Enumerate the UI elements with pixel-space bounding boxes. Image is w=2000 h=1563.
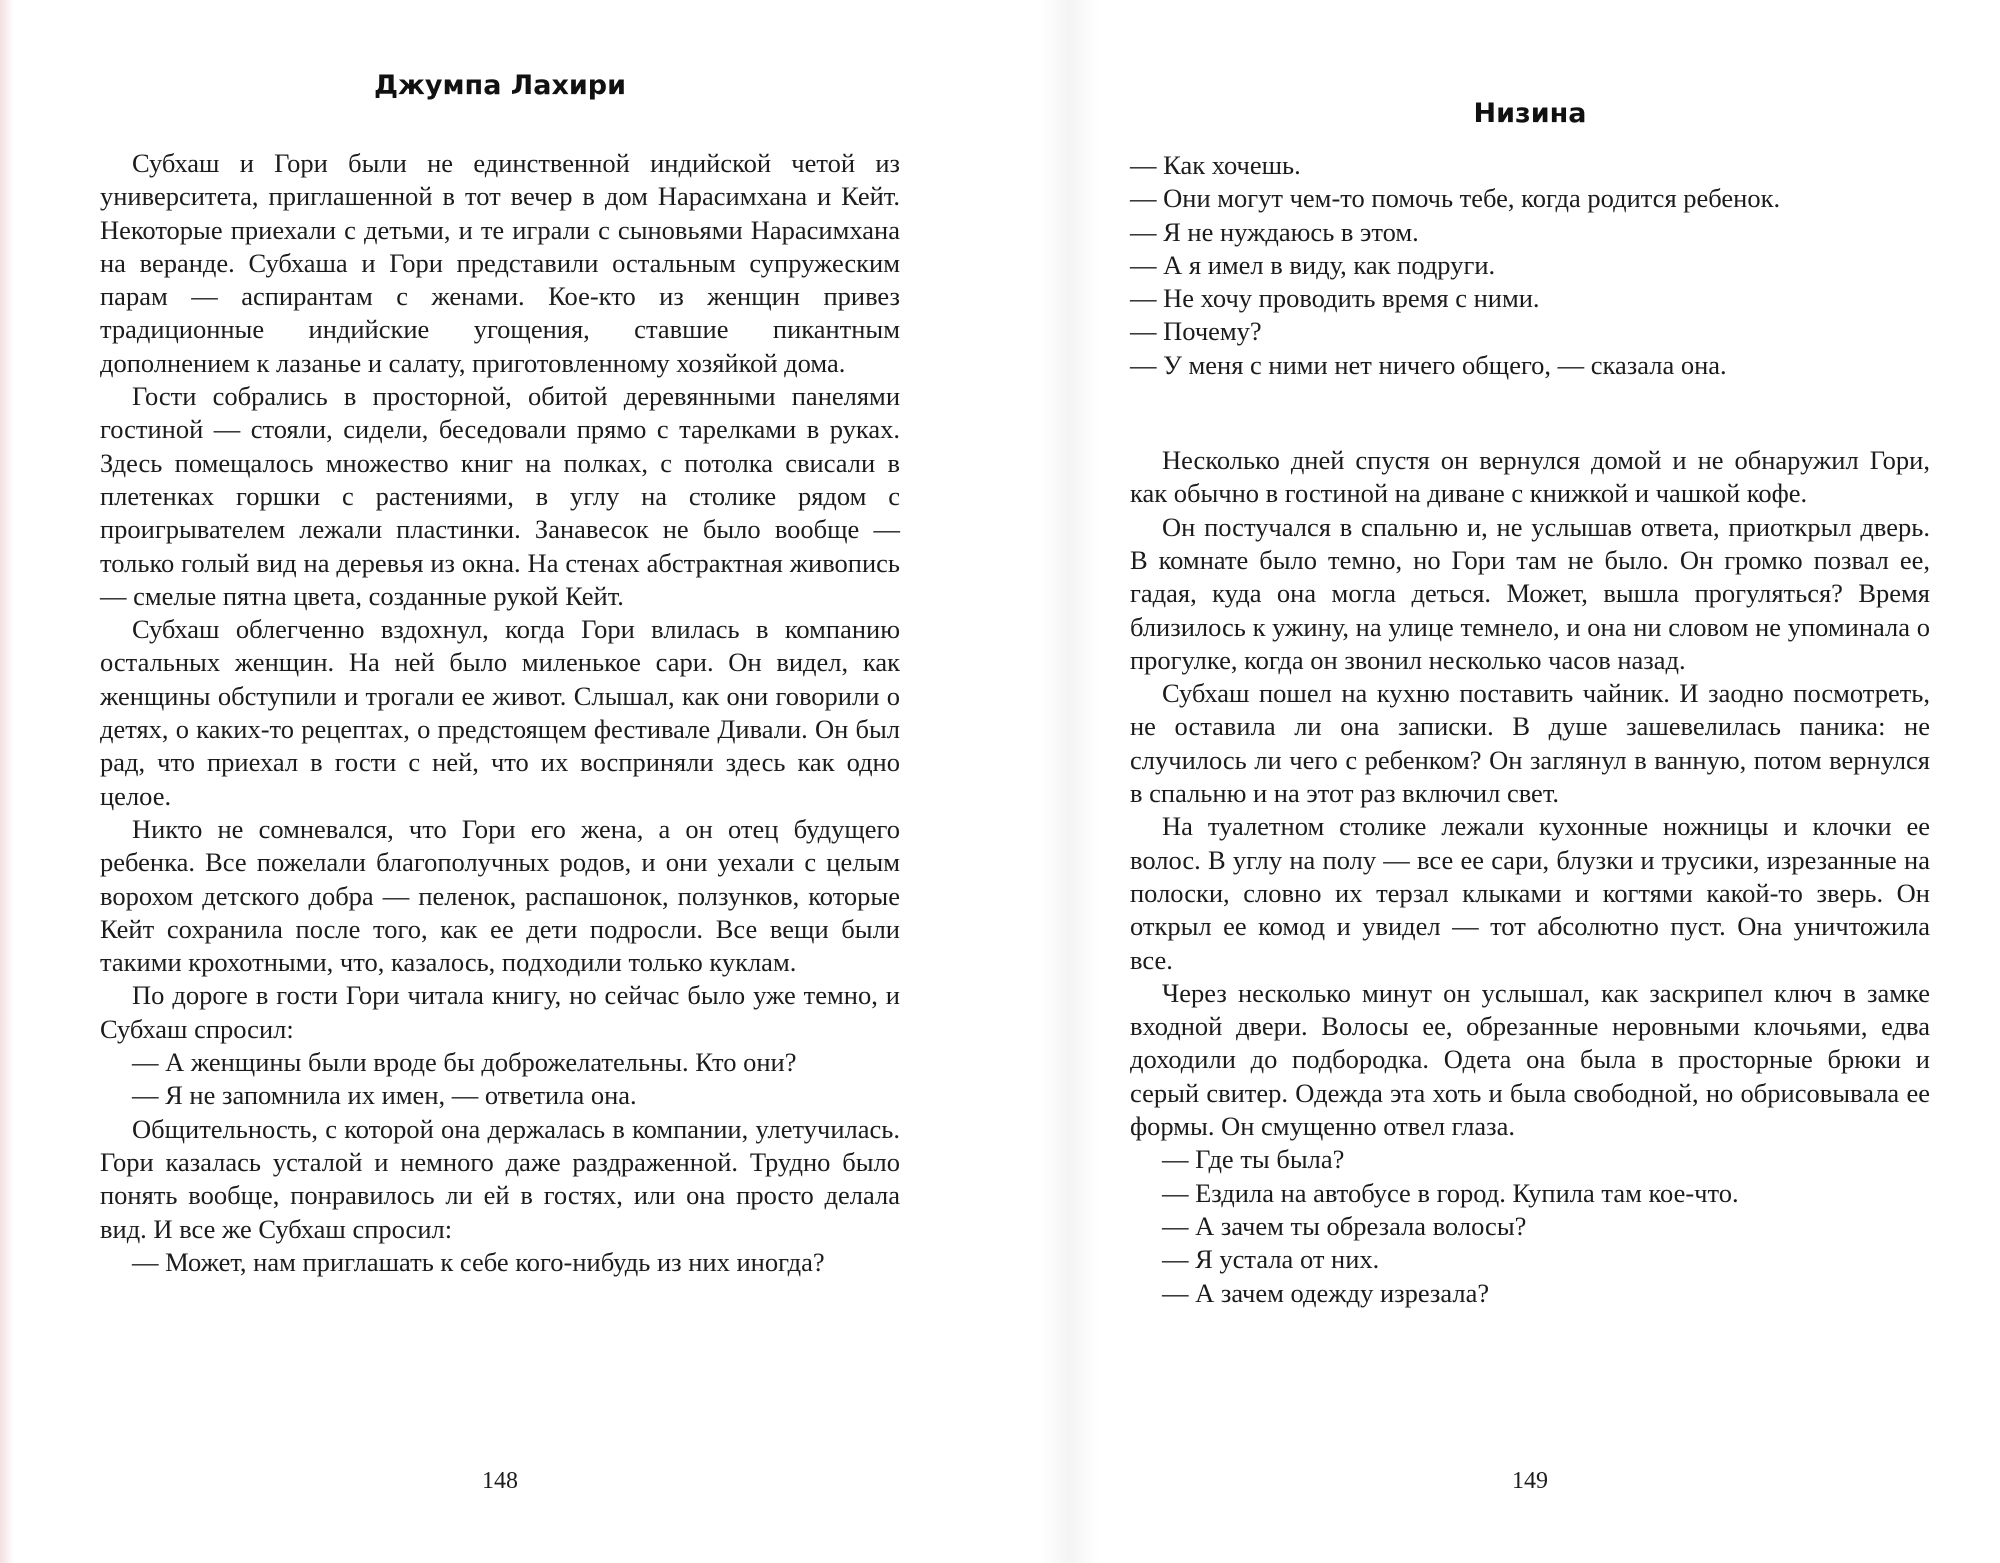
dialogue-line: — Они могут чем-то помочь тебе, когда родится ребенок. [1130, 183, 1781, 214]
right-page-body [1130, 149, 1930, 1310]
dialogue-line: — Как хочешь. [1130, 150, 1301, 180]
paragraph: Он постучался в спальню и, не услышав ответа, приоткрыл дверь. В комнате было темно, но Гори там не было. Он громко позвал ее, гадая, куда она могла деться. Может, вышла прогуляться? Время близилось к ужину, на улице темнело, и она ни словом не упоминала о прогулке, когда он звонил несколько часов назад. [1130, 511, 1930, 675]
dialogue-line: — Я устала от них. [1162, 1244, 1380, 1275]
dialogue-line: — Почему? [1130, 316, 1262, 347]
paragraph: Субхаш пошел на кухню поставить чайник. И заодно посмотреть, не оставила ли она записки. В душе зашевелилась паника: не случилось ли чего с ребенком? Он заглянул в ванную, потом вернулся в спальню и на этот раз включил свет. [1130, 678, 1930, 809]
right-page [1130, 0, 1930, 1563]
dialogue-line: — Я не запомнила их имен, — ответила она. [132, 1080, 637, 1111]
dialogue-line: — Я не нуждаюсь в этом. [1130, 216, 1419, 247]
dialogue-line: — Может, нам приглашать к себе кого-нибудь из них иногда? [132, 1246, 825, 1277]
dialogue-line: — А я имел в виду, как подруги. [1130, 249, 1496, 280]
book-gutter [1040, 0, 1100, 1563]
page-number: 149 [1512, 1468, 1548, 1494]
paragraph: Несколько дней спустя он вернулся домой и не обнаружил Гори, как обычно в гостиной на диване с книжкой и чашкой кофе. [1130, 445, 1930, 509]
paragraph: На туалетном столике лежали кухонные ножницы и клочки ее волос. В углу на полу — все ее сари, блузки и трусики, изрезанные на полоски, словно их терзал клыками и когтями какой-то зверь. Он открыл ее комод и увидел — тот абсолютно пуст. Она уничтожила все. [1130, 811, 1930, 975]
left-page [100, 0, 900, 1563]
paragraph: По дороге в гости Гори читала книгу, но сейчас было уже темно, и Субхаш спросил: [100, 980, 900, 1044]
paragraph: Гости собрались в просторной, обитой деревянными панелями гостиной — стояли, сидели, беседовали прямо с тарелками в руках. Здесь помещалось множество книг на полках, с потолка свисали в плетенках горшки с растениями, в углу на столике рядом с проигрывателем лежали пластинки. Занавесок не было вообще — только голый вид на деревья из окна. На стенах абстрактная живопись — смелые пятна цвета, созданные рукой Кейт. [100, 381, 900, 611]
dialogue-line: — Не хочу проводить время с ними. [1130, 283, 1540, 314]
section-break [1130, 382, 1930, 444]
dialogue-line: — У меня с ними нет ничего общего, — сказала она. [1130, 349, 1727, 380]
running-head-title: Низина [1473, 98, 1587, 129]
left-page-body [100, 147, 900, 1279]
paragraph: Никто не сомневался, что Гори его жена, а он отец будущего ребенка. Все пожелали благополучных родов, и они уехали с целым ворохом детского добра — пеленок, распашонок, ползунков, которые Кейт сохранила после того, как ее дети подросли. Все вещи были такими крохотными, что, казалось, подходили только куклам. [100, 813, 900, 978]
paragraph: Общительность, с которой она держалась в компании, улетучилась. Гори казалась усталой и немного даже раздраженной. Трудно было понять вообще, понравилось ли ей в гостях, или она просто делала вид. И все же Субхаш спросил: [100, 1113, 900, 1244]
dialogue-line: — А зачем одежду изрезала? [1162, 1277, 1490, 1308]
dialogue-line: — А зачем ты обрезала волосы? [1162, 1210, 1527, 1241]
running-head-author: Джумпа Лахири [373, 70, 627, 101]
dialogue-line: — Где ты была? [1162, 1144, 1345, 1175]
paragraph: Субхаш и Гори были не единственной индийской четой из университета, приглашенной в тот вечер в дом Нарасимхана и Кейт. Некоторые приехали с детьми, и те играли с сыновьями Нарасимхана на веранде. Субхаша и Гори представили остальным супружеским парам — аспирантам с женами. Кое-кто из женщин привез традиционные индийские угощения, ставшие пикантным дополнением к лазанье и салату, приготовленному хозяйкой дома. [100, 148, 900, 378]
paragraph: Через несколько минут он услышал, как заскрипел ключ в замке входной двери. Волосы ее, обрезанные неровными клочьями, едва доходили до подбородка. Одета она была в просторные брюки и серый свитер. Одежда эта хоть и была свободной, но обрисовывала ее формы. Он смущенно отвел глаза. [1130, 977, 1930, 1142]
page-number: 148 [482, 1468, 518, 1494]
dialogue-line: — А женщины были вроде бы доброжелательны. Кто они? [132, 1047, 797, 1078]
paragraph: Субхаш облегченно вздохнул, когда Гори влилась в компанию остальных женщин. На ней было миленькое сари. Он видел, как женщины обступили и трогали ее живот. Слышал, как они говорили о детях, о каких-то рецептах, о предстоящем фестивале Дивали. Он был рад, что приехал в гости с ней, что их восприняли здесь как одно целое. [100, 614, 900, 811]
page-edge [0, 0, 14, 1563]
dialogue-line: — Ездила на автобусе в город. Купила там кое-что. [1162, 1177, 1739, 1208]
